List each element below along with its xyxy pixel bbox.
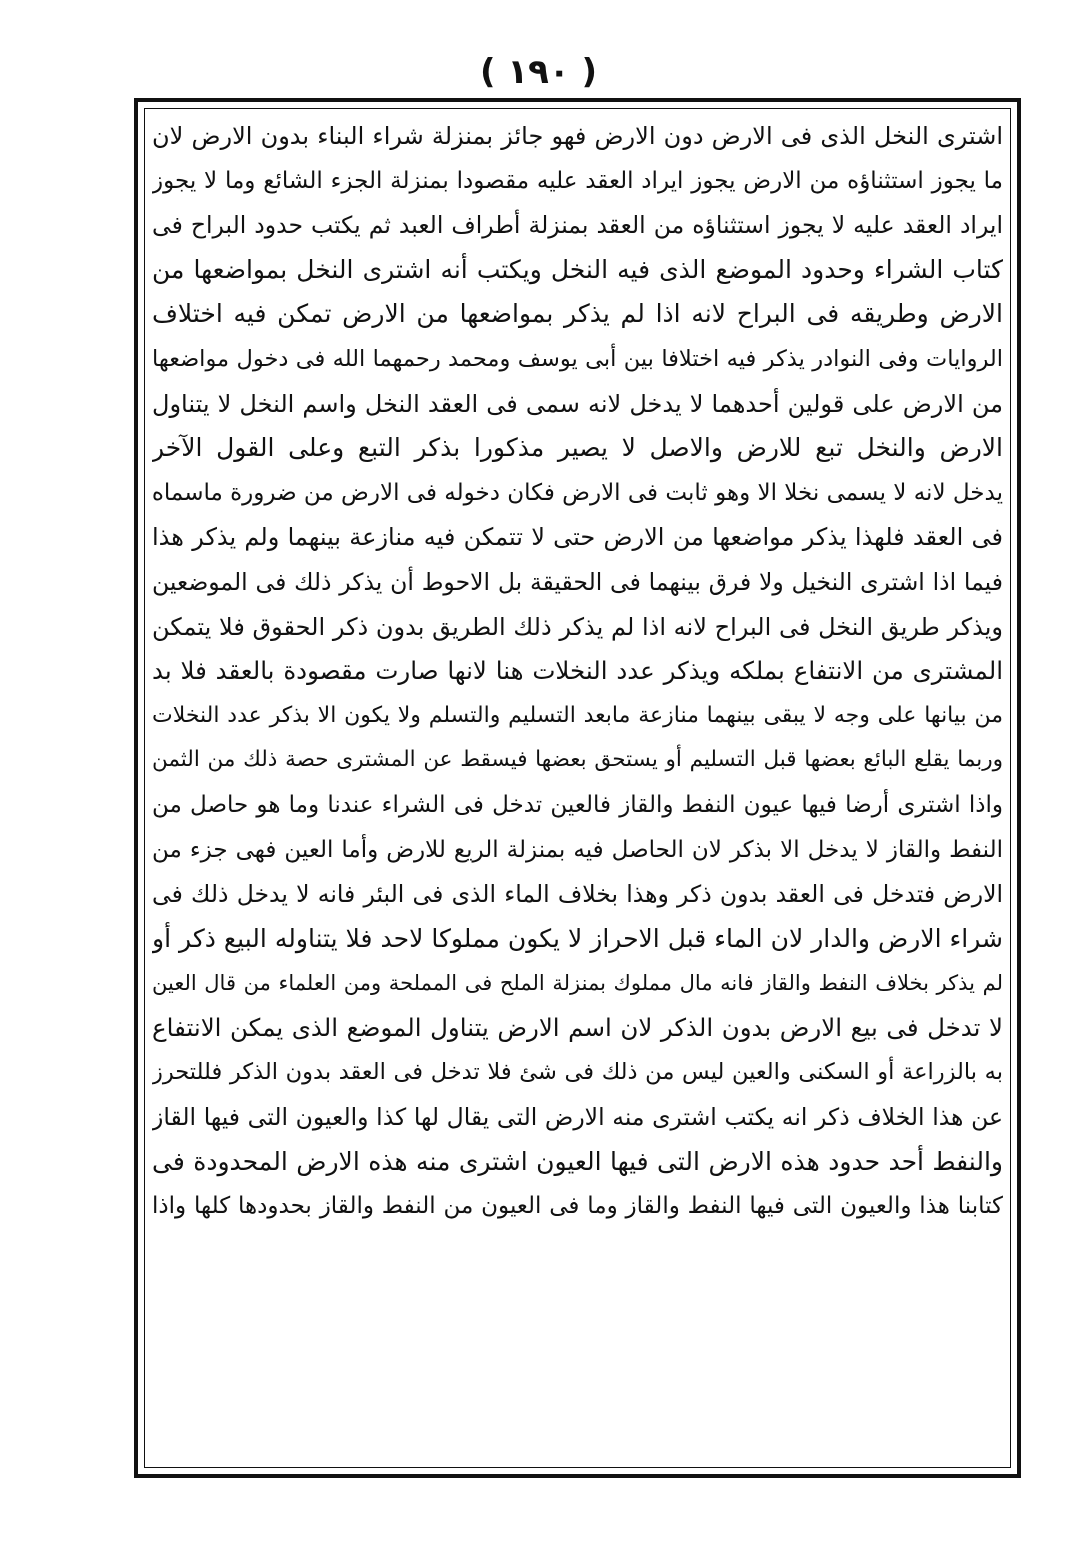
text-line: واذا اشترى أرضا فيها عيون النفط والقاز فالعين تدخل فى الشراء عندنا وما هو حاصل من [152, 791, 1003, 818]
body-text [152, 114, 1003, 1454]
text-line: الارض والنخل تبع للارض والاصل لا يصير مذكورا بذكر التبع وعلى القول الآخر [152, 433, 1003, 463]
text-line: فى العقد فلهذا يذكر مواضعها من الارض حتى لا تتمكن فيه منازعة بينهما ولم يذكر هذا [152, 523, 1003, 552]
text-line: ما يجوز استثناؤه من الارض يجوز ايراد العقد عليه مقصودا بمنزلة الجزء الشائع وما لا يجوز [152, 167, 1003, 194]
text-line: ايراد العقد عليه لا يجوز استثناؤه من العقد بمنزلة أطراف العبد ثم يكتب حدود البراح فى [152, 211, 1003, 240]
text-line: من بيانها على وجه لا يبقى بينهما منازعة مابعد التسليم والتسلم ولا يكون الا بذكر عدد النخلات [152, 702, 1003, 728]
text-line: النفط والقاز لا يدخل الا بذكر لان الحاصل فيه بمنزلة الريع للارض وأما العين فهى جزء من [152, 836, 1003, 863]
text-line: فيما اذا اشترى النخيل ولا فرق بينهما فى الحقيقة بل الاحوط أن يذكر ذلك فى الموضعين [152, 567, 1003, 596]
text-line: به بالزراعة أو السكنى والعين ليس من ذلك فى شئ فلا تدخل فى العقد بدون الذكر فللتحرز [152, 1059, 1003, 1086]
text-line: وربما يقلع البائع بعضها قبل التسليم أو يستحق بعضها فيسقط عن المشترى حصة ذلك من الثمن [152, 747, 1003, 773]
text-line: الارض فتدخل فى العقد بدون ذكر وهذا بخلاف الماء الذى فى البئر فانه لا يدخل ذلك فى [152, 880, 1003, 909]
text-line: كتابنا هذا والعيون التى فيها النفط والقاز وما فى العيون من النفط والقاز بحدودها كلها واذا [152, 1193, 1003, 1220]
text-line: المشترى من الانتفاع بملكه ويذكر عدد النخلات هنا لانها صارت مقصودة بالعقد فلا بد [152, 656, 1003, 686]
text-line: كتاب الشراء وحدود الموضع الذى فيه النخل ويكتب أنه اشترى النخل بمواضعها من [152, 254, 1003, 284]
text-line: الروايات وفى النوادر يذكر فيه اختلافا بين أبى يوسف ومحمد رحمهما الله فى دخول مواضعها [152, 345, 1003, 372]
text-line: شراء الارض والدار لان الماء قبل الاحراز لا يكون مملوكا لاحد فلا يتناوله البيع ذكر أو [152, 923, 1003, 953]
text-line: عن هذا الخلاف ذكر انه يكتب اشترى منه الارض التى يقال لها كذا والعيون التى فيها القاز [152, 1103, 1003, 1132]
text-line: يدخل لانه لا يسمى نخلا الا وهو ثابت فى الارض فكان دخوله فى الارض من ضرورة ماسماه [152, 479, 1003, 506]
text-line: من الارض على قولين أحدهما لا يدخل لانه سمى فى العقد النخل واسم النخل لا يتناول [152, 389, 1003, 418]
text-line: والنفط أحد حدود هذه الارض التى فيها العيون اشترى منه هذه الارض المحدودة فى [152, 1146, 1003, 1176]
page-number: ( ١٩٠ ) [479, 52, 598, 92]
text-line: ويذكر طريق النخل فى البراح لانه اذا لم يذكر ذلك الطريق بدون ذكر الحقوق فلا يتمكن [152, 612, 1003, 641]
text-line: لم يذكر بخلاف النفط والقاز فانه مال مملوك بمنزلة الملح فى المملحة ومن العلماء من قال العين [152, 971, 1003, 996]
text-line: الارض وطريقه فى البراح لانه اذا لم يذكر بمواضعها من الارض تمكن فيه اختلاف [152, 299, 1003, 329]
text-line: لا تدخل فى بيع الارض بدون الذكر لان اسم الارض يتناول الموضع الذى يمكن الانتفاع [152, 1012, 1003, 1042]
text-line: اشترى النخل الذى فى الارض دون الارض فهو جائز بمنزلة شراء البناء بدون الارض لان [152, 122, 1003, 150]
